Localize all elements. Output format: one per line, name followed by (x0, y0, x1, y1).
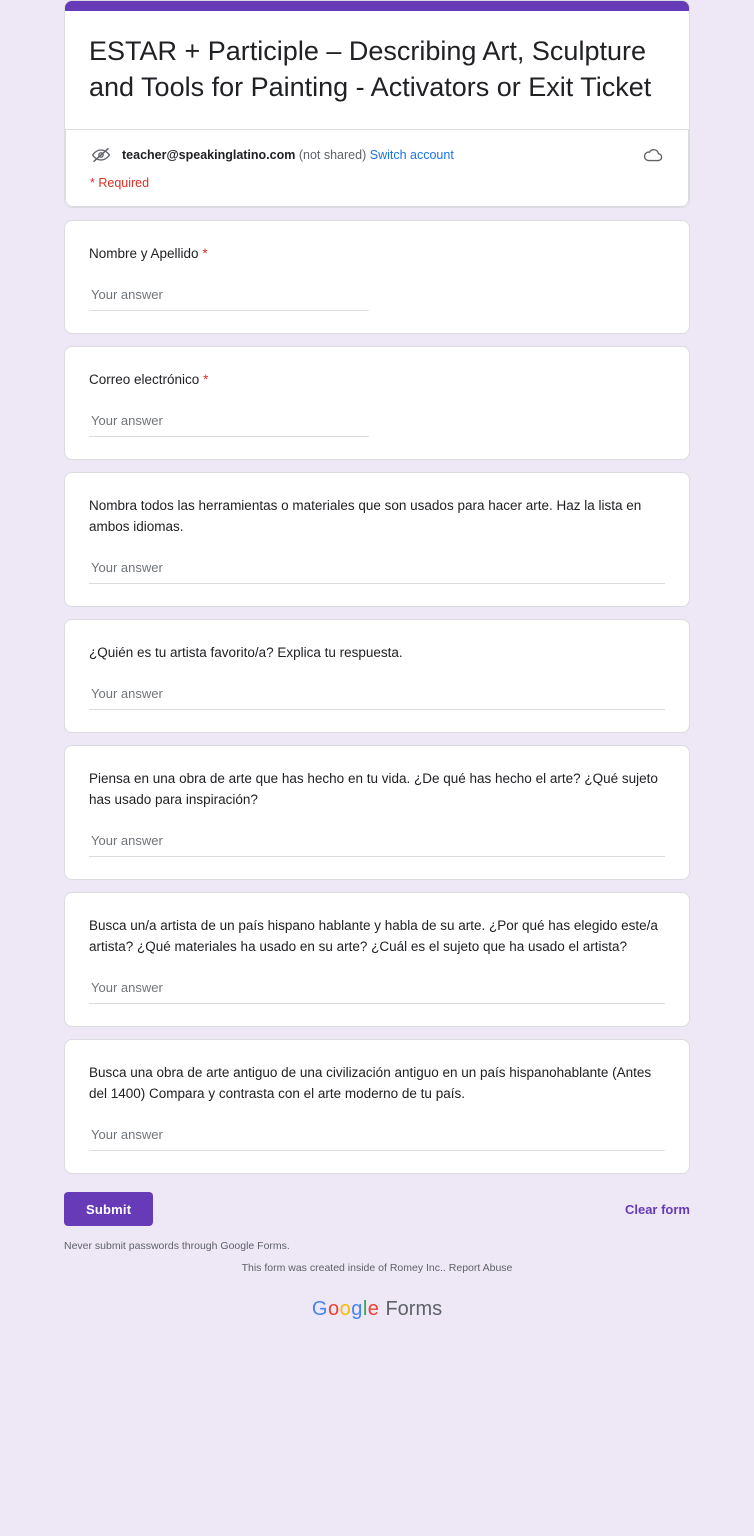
account-info (122, 146, 632, 164)
submit-button[interactable]: Submit (64, 1192, 153, 1226)
answer-input[interactable] (89, 287, 369, 311)
account-section (65, 130, 689, 207)
question-label: Busca un/a artista de un país hispano hablante y habla de su arte. ¿Por qué has elegido este/a artista? ¿Qué materiales ha usado en su arte? ¿Cuál es el sujeto que ha usado el artista? (89, 918, 658, 954)
page-title: ESTAR + Participle – Describing Art, Sculpture and Tools for Painting - Activators or Exit Ticket (89, 36, 652, 102)
answer-input[interactable] (89, 686, 665, 710)
password-disclaimer: Never submit passwords through Google Forms. (64, 1240, 290, 1252)
answer-input[interactable] (89, 413, 369, 437)
cloud-icon (642, 144, 664, 166)
form-actions (64, 1192, 690, 1226)
google-forms-brand (64, 1298, 690, 1343)
answer-input[interactable] (89, 833, 665, 857)
question-label: Busca una obra de arte antiguo de una civilización antiguo en un país hispanohablante (Antes del 1400) Compara y contrasta con el arte moderno de tu país. (89, 1065, 652, 1101)
form-header-body (65, 11, 689, 129)
required-note: * Required (90, 176, 150, 190)
question-label: Nombre y Apellido * (89, 246, 208, 261)
google-wordmark: Google (311, 1298, 380, 1320)
question-card (64, 472, 690, 607)
created-text: This form was created inside of Romey Inc.. (241, 1262, 446, 1274)
question-card (64, 220, 690, 334)
eye-off-icon (90, 144, 112, 166)
form-header-card (64, 0, 690, 208)
answer-input[interactable] (89, 560, 665, 584)
forms-wordmark: Forms (385, 1298, 443, 1320)
header-accent-stripe (65, 1, 689, 11)
question-card (64, 1039, 690, 1174)
question-card (64, 619, 690, 733)
question-card (64, 892, 690, 1027)
question-card (64, 745, 690, 880)
clear-form-link[interactable]: Clear form (624, 1201, 690, 1217)
account-row (90, 144, 664, 166)
answer-input[interactable] (89, 1127, 665, 1151)
question-label: ¿Quién es tu artista favorito/a? Explica tu respuesta. (89, 645, 403, 660)
answer-input[interactable] (89, 980, 665, 1004)
question-card (64, 346, 690, 460)
question-label: Nombra todos las herramientas o materiales que son usados para hacer arte. Haz la lista en ambos idiomas. (89, 498, 642, 534)
account-not-shared: (not shared) (298, 148, 367, 162)
created-inside-line (64, 1262, 690, 1274)
switch-account-link[interactable]: Switch account (369, 148, 454, 162)
report-abuse-link[interactable]: Report Abuse (448, 1262, 513, 1274)
question-label: Correo electrónico * (89, 372, 209, 387)
question-label: Piensa en una obra de arte que has hecho en tu vida. ¿De qué has hecho el arte? ¿Qué sujeto has usado para inspiración? (89, 771, 658, 807)
account-email: teacher@speakinglatino.com (122, 148, 296, 162)
